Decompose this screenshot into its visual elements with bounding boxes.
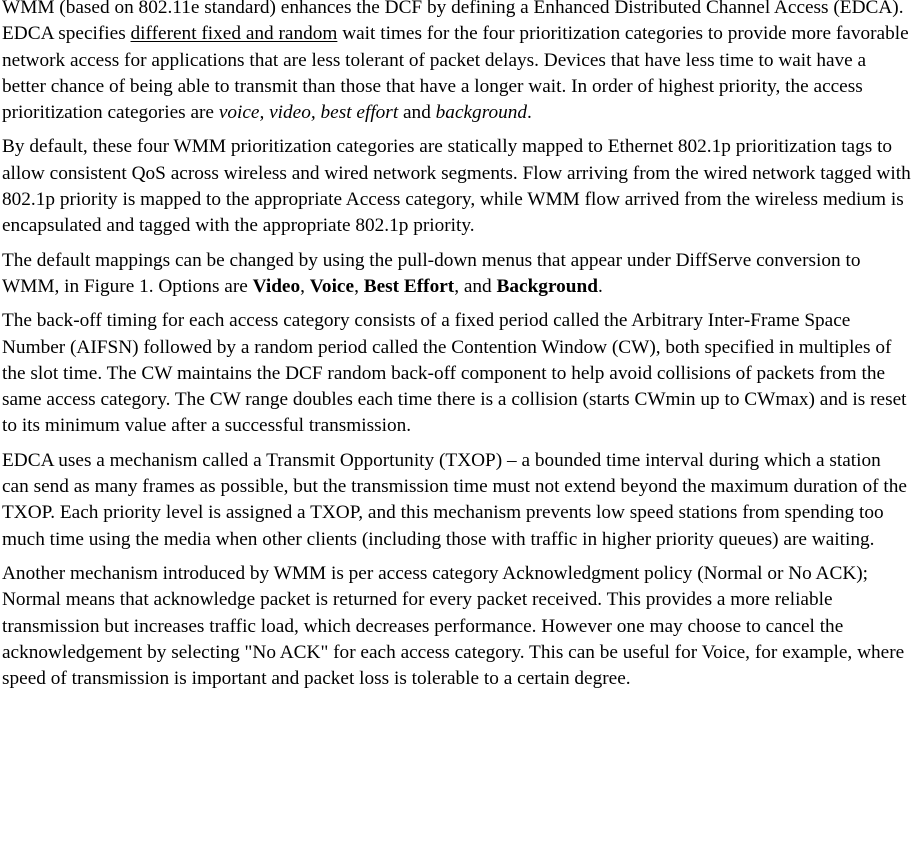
option-voice: Voice: [309, 275, 355, 297]
option-best-effort: Best Effort: [363, 275, 455, 297]
text: wait times for the four prioritization categories to provide more favorable network access for applications that are less tolerant of packet delays. Devices that have less time to wait have a better chance of being able to transmit than those that have a longer wait. In order of highest priority, the access prioritization categories are: [2, 23, 909, 124]
text: , and: [454, 275, 497, 297]
option-video: Video: [252, 275, 301, 297]
text: ,: [300, 275, 310, 297]
paragraph-txop: EDCA uses a mechanism called a Transmit Opportunity (TXOP) – a bounded time interval during which a station can send as many frames as possible, but the transmission time must not extend beyond the maximum duration of the TXOP. Each priority level is assigned a TXOP, and this mechanism prevents low speed stations from spending too much time using the media when other clients (including those with traffic in higher priority queues) are waiting.: [2, 449, 907, 550]
paragraph-backoff-timing: The back-off timing for each access category consists of a fixed period called the Arbitrary Inter-Frame Space Number (AIFSN) followed by a random period called the Contention Window (CW), both specified in multiples of the slot time. The CW maintains the DCF random back-off component to help avoid collisions of packets from the same access category. The CW range doubles each time there is a collision (starts CWmin up to CWmax) and is reset to its minimum value after a successful transmission.: [2, 310, 907, 437]
text: WMM (based on 802.11e standard) enhances the DCF by defining a Enhanced Distributed Channel Access (EDCA). EDCA specifies: [2, 0, 904, 45]
italic-categories: voice, video, best effort: [218, 102, 399, 124]
text: ,: [354, 275, 364, 297]
text: .: [527, 102, 532, 124]
paragraph-diffserve-options: [2, 248, 912, 301]
paragraph-ack-policy: Another mechanism introduced by WMM is per access category Acknowledgment policy (Normal or No ACK); Normal means that acknowledge packet is returned for every packet received. This provides a more reliable transmission but increases traffic load, which decreases performance. However one may choose to cancel the acknowledgement by selecting "No ACK" for each access category. This can be useful for Voice, for example, where speed of transmission is important and packet loss is tolerable to a certain degree.: [2, 562, 905, 690]
paragraph-default-mapping: By default, these four WMM prioritization categories are statically mapped to Ethernet 802.1p prioritization tags to allow consistent QoS across wireless and wired network segments. Flow arriving from the wired network tagged with 802.1p priority is mapped to the appropriate Access category, while WMM flow arrived from the wireless medium is encapsulated and tagged with the appropriate 802.1p priority.: [2, 136, 911, 237]
text: The default mappings can be changed by using the pull-down menus that appear under DiffServe conversion to WMM, in Figure 1. Options are: [2, 249, 861, 297]
text: and: [398, 102, 436, 124]
option-background: Background: [496, 275, 598, 297]
text: .: [597, 275, 603, 297]
underlined-text[interactable]: different fixed and random: [130, 23, 338, 45]
paragraph-wmm-edca: [2, 0, 912, 126]
italic-background: background: [435, 102, 528, 124]
